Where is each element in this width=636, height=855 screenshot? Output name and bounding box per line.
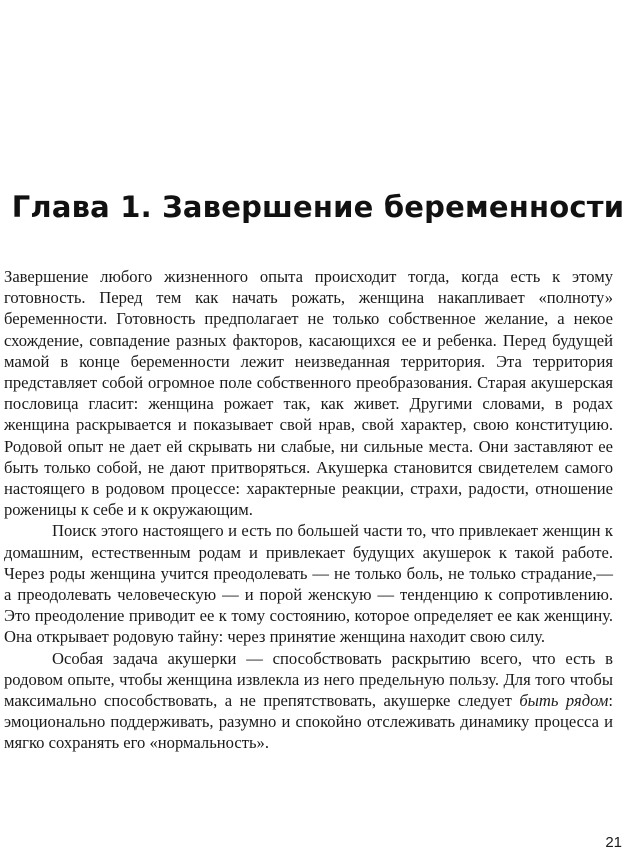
paragraph-1: Завершение любого жизненного опыта происходит тогда, когда есть к этому готовность. Перед тем как начать рожать, женщина накапливает «полноту» беременности. Готовность предполагает не только собственное желание, а некое схождение, совпадение разных факторов, касающихся ее и ребенка. Перед будущей мамой в конце беременности лежит неизведанная территория. Эта территория представляет собой огромное поле собственного преобразования. Старая акушерская пословица гласит: женщина рожает так, как живет. Другими словами, в родах женщина раскрывается и показывает свой нрав, свой характер, свою конституцию. Родовой опыт не дает ей скрывать ни слабые, ни сильные места. Они заставляют ее быть только собой, не дают притворяться. Акушерка становится свидетелем самого настоящего в родовом процессе: характерные реакции, страхи, радости, отношение роженицы к себе и к окружающим. [4,267,613,520]
page-number: 21 [605,834,622,851]
body-text [4,266,613,754]
paragraph-3-emphasis: быть рядом [519,691,609,711]
paragraph-2: Поиск этого настоящего и есть по большей части то, что привлекает женщин к домашним, естественным родам и привлекает будущих акушерок к такой работе. Через роды женщина учится преодолевать — не только боль, не только страдание,— а преодолевать человеческую — и порой женскую — тенденцию к сопротивлению. Это преодоление приводит ее к тому состоянию, которое определяет ее как женщину. Она открывает родовую тайну: через принятие женщина находит свою силу. [4,521,613,647]
chapter-title: Глава 1. Завершение беременности [11,190,625,224]
paragraph-3-text-before: Особая задача акушерки — способствовать раскрытию всего, что есть в родовом опыте, чтобы женщина извлекла из него предельную пользу. Для того чтобы максимально способствовать, а не препятствовать, акушерке следует [4,648,613,711]
paragraph-3-text-after: : эмоционально поддерживать, разумно и спокойно отслеживать динамику процесса и мягко сохранять его «нормальность». [4,691,613,753]
paragraph-3 [4,648,613,754]
